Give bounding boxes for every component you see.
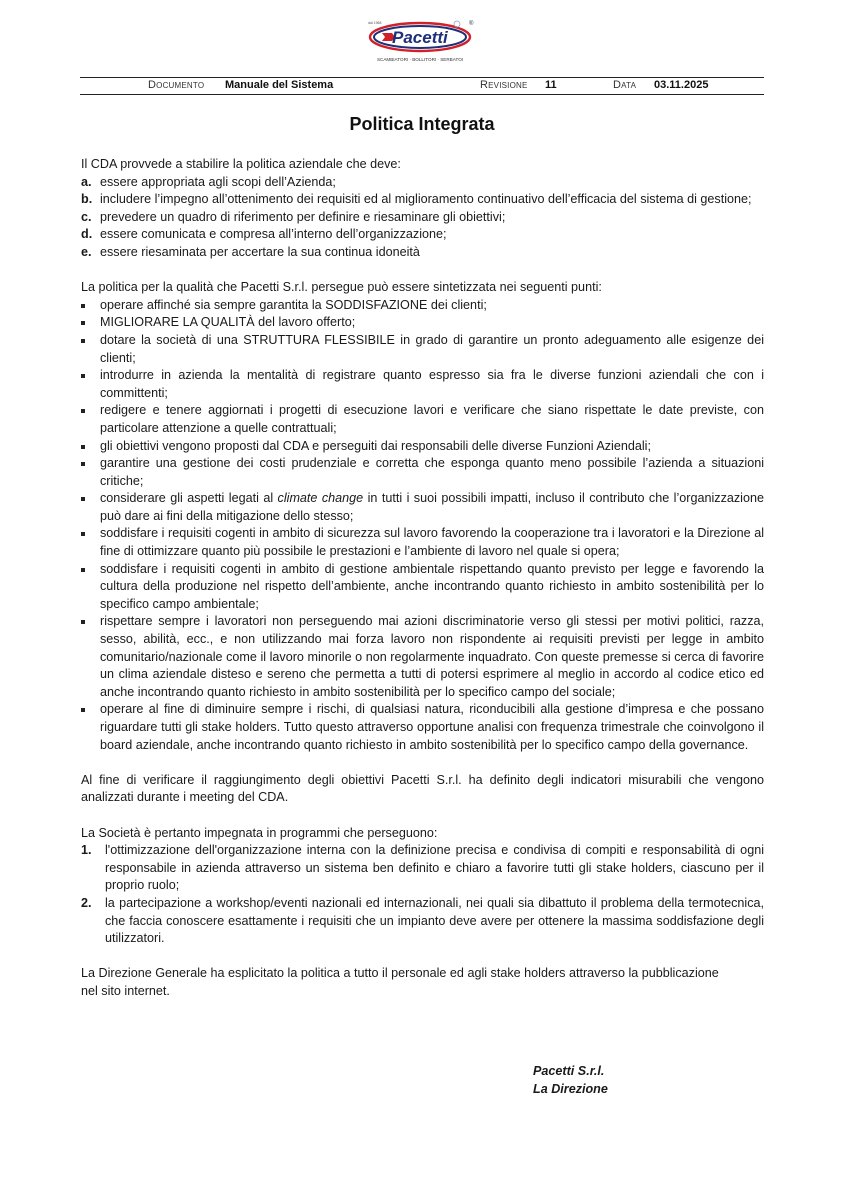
requirement-marker: d. xyxy=(81,227,93,242)
quality-point-text: introdurre in azienda la mentalità di registrare quanto espresso sia fra le diverse funzioni aziendali che con i committenti; xyxy=(100,368,764,400)
quality-point-item xyxy=(81,525,764,560)
bullet-icon xyxy=(81,620,85,624)
program-marker: 2. xyxy=(81,895,92,910)
quality-point-text: in tutti i suoi possibili impatti, incluso il contributo che l’organizzazione può dare ai fini della mitigazione dello stesso; xyxy=(100,491,764,523)
document-body xyxy=(81,156,764,1001)
program-item xyxy=(81,842,764,895)
requirement-text: prevedere un quadro di riferimento per definire e riesaminare gli obiettivi; xyxy=(100,209,506,224)
revision-value: 11 xyxy=(545,79,557,91)
requirement-text: essere appropriata agli scopi dell’Azienda; xyxy=(100,174,336,189)
bullet-icon xyxy=(81,462,85,466)
bullet-icon xyxy=(81,409,85,413)
quality-point-text: dei clienti; xyxy=(427,297,487,312)
closing-paragraph: La Direzione Generale ha esplicitato la politica a tutto il personale ed agli stake holders attraverso la pubblicazione nel sito internet. xyxy=(81,966,719,998)
requirement-item xyxy=(81,191,764,209)
quality-point-item xyxy=(81,297,764,315)
quality-point-text: del lavoro offerto; xyxy=(254,315,356,330)
quality-point-text: redigere e tenere aggiornati i progetti di esecuzione lavori e verificare che siano rispettate le date previste, con particolare attenzione a quelle contrattuali; xyxy=(100,403,764,435)
quality-point-text: in grado di garantire un pronto adeguamento alle esigenze dei clienti; xyxy=(100,332,764,365)
bullet-icon xyxy=(81,532,85,536)
requirement-item xyxy=(81,174,764,192)
quality-point-item xyxy=(81,701,764,754)
quality-point-item xyxy=(81,367,764,402)
quality-point-item xyxy=(81,314,764,332)
requirement-marker: e. xyxy=(81,244,92,259)
requirement-marker: b. xyxy=(81,192,93,207)
requirement-text: essere comunicata e compresa all’interno dell’organizzazione; xyxy=(100,227,447,242)
bullet-icon xyxy=(81,321,85,325)
quality-point-emphasis: STRUTTURA FLESSIBILE xyxy=(243,332,395,347)
requirement-marker: c. xyxy=(81,209,92,224)
bullet-icon xyxy=(81,304,85,308)
bullet-icon xyxy=(81,374,85,378)
logo-small-mark: dal 1968 xyxy=(368,21,382,25)
quality-point-text: garantire una gestione dei costi prudenziale e corretta che esponga quanto meno possibile l’azienda a situazioni critiche; xyxy=(100,456,764,488)
bullet-icon xyxy=(81,445,85,449)
company-logo xyxy=(366,18,478,64)
requirement-text: includere l’impegno all’ottenimento dei requisiti ed al miglioramento continuativo dell’efficacia del sistema di gestione; xyxy=(100,192,752,207)
requirement-item xyxy=(81,209,764,227)
quality-intro: La politica per la qualità che Pacetti S.r.l. persegue può essere sintetizzata nei seguenti punti: xyxy=(81,280,602,295)
bullet-icon xyxy=(81,568,85,572)
program-item xyxy=(81,895,764,948)
revision-label: Revisione xyxy=(480,79,528,91)
quality-point-text: operare affinché sia sempre garantita la xyxy=(100,297,326,312)
bullet-icon xyxy=(81,497,85,501)
quality-point-text: soddisfare i requisiti cogenti in ambito di sicurezza sul lavoro favorendo la cooperazione tra i lavoratori e la Direzione al fine di ottimizzare quanto più possibile le prestazioni e l’ambiente di lavoro nel quale si opera; xyxy=(100,526,764,559)
signature-block xyxy=(533,1063,608,1098)
quality-points-list xyxy=(81,297,764,754)
quality-point-item xyxy=(81,561,764,614)
requirement-item xyxy=(81,226,764,244)
quality-point-item xyxy=(81,332,764,367)
signature-signer: La Direzione xyxy=(533,1081,608,1096)
date-label: Data xyxy=(613,79,637,91)
quality-point-italic: climate change xyxy=(277,491,364,506)
program-text: la partecipazione a workshop/eventi nazionali ed internazionali, nei quali sia dibattuto il problema della termotecnica, che faccia conoscere esattamente i requisiti che un impianto deve avere per ottenere la massima soddisfazione degli utilizzatori. xyxy=(105,895,764,946)
requirement-text: essere riesaminata per accertare la sua continua idoneità xyxy=(100,244,420,259)
quality-point-item xyxy=(81,613,764,701)
quality-point-item xyxy=(81,402,764,437)
document-value: Manuale del Sistema xyxy=(225,79,334,91)
program-text: l'ottimizzazione dell'organizzazione interna con la definizione precisa e condivisa di compiti e responsabilità di ogni responsabile in azienda attraverso un sistema ben definito e chiaro a favorire tutti gli stake holders, ciascuno per il proprio ruolo; xyxy=(105,843,764,893)
document-label: Documento xyxy=(148,79,205,91)
program-marker: 1. xyxy=(81,843,92,858)
intro-paragraph: Il CDA provvede a stabilire la politica aziendale che deve: xyxy=(81,157,401,171)
quality-point-emphasis: SODDISFAZIONE xyxy=(325,297,428,312)
logo-brand: Pacetti xyxy=(392,28,448,47)
requirement-marker: a. xyxy=(81,174,92,189)
requirements-list xyxy=(81,174,764,262)
programs-intro: La Società è pertanto impegnata in programmi che perseguono: xyxy=(81,825,438,840)
bullet-icon xyxy=(81,339,85,343)
date-value: 03.11.2025 xyxy=(654,79,709,91)
signature-company: Pacetti S.r.l. xyxy=(533,1064,605,1078)
quality-point-text: rispettare sempre i lavoratori non perseguendo mai azioni discriminatorie verso gli stessi per motivi politici, razza, sesso, abilità, ecc., e non utilizzando mai forza lavoro non rispondente ai requisiti previsti per legge in ambito comunitario/nazionale come il lavoro minorile o non regolarmente inquadrato. Con queste premesse si cerca di favorire un clima aziendale disteso e sereno che permetta a tutti di potersi esprimere al meglio in accordo al codice etico ed anche incontrando quanto richiesto in ambito sostenibilità per lo specifico campo del sociale; xyxy=(100,614,764,699)
indicators-paragraph: Al fine di verificare il raggiungimento degli obiettivi Pacetti S.r.l. ha definito degli indicatori misurabili che vengono analizzati durante i meeting del CDA. xyxy=(81,772,764,805)
quality-point-text: dotare la società di una xyxy=(100,332,244,347)
logo-tagline: SCAMBIATORI · BOLLITORI · SERBATOI xyxy=(376,57,464,62)
quality-point-text: soddisfare i requisiti cogenti in ambito di gestione ambientale rispettando quanto previsto per legge e favorendo la cultura della produzione nel rispetto dell’ambiente, anche incontrando quanto richiesto in ambito sostenibilità per lo specifico campo ambientale; xyxy=(100,561,764,611)
pacetti-logo-icon xyxy=(366,18,478,64)
quality-point-emphasis: MIGLIORARE LA QUALITÀ xyxy=(100,315,255,330)
requirement-item xyxy=(81,244,764,262)
quality-point-item xyxy=(81,438,764,456)
page-title: Politica Integrata xyxy=(349,114,495,134)
quality-point-item xyxy=(81,455,764,490)
quality-point-text: operare al fine di diminuire sempre i rischi, di qualsiasi natura, riconducibili alla gestione d’impresa e che possano riguardare tutti gli stake holders. Tutto questo attraverso opportune analisi con frequenza trimestrale che coinvolgono il board aziendale, anche incontrando quanto richiesto in ambito sostenibilità per lo specifico campo della governance. xyxy=(100,702,764,752)
quality-point-text: considerare gli aspetti legati al xyxy=(100,491,278,506)
quality-point-item xyxy=(81,490,764,525)
document-header-bar xyxy=(80,77,764,95)
bullet-icon xyxy=(81,708,85,712)
quality-point-text: gli obiettivi vengono proposti dal CDA e perseguiti dai responsabili delle diverse Funzioni Aziendali; xyxy=(100,438,651,453)
logo-registered: ® xyxy=(469,21,474,27)
programs-list xyxy=(81,842,764,948)
